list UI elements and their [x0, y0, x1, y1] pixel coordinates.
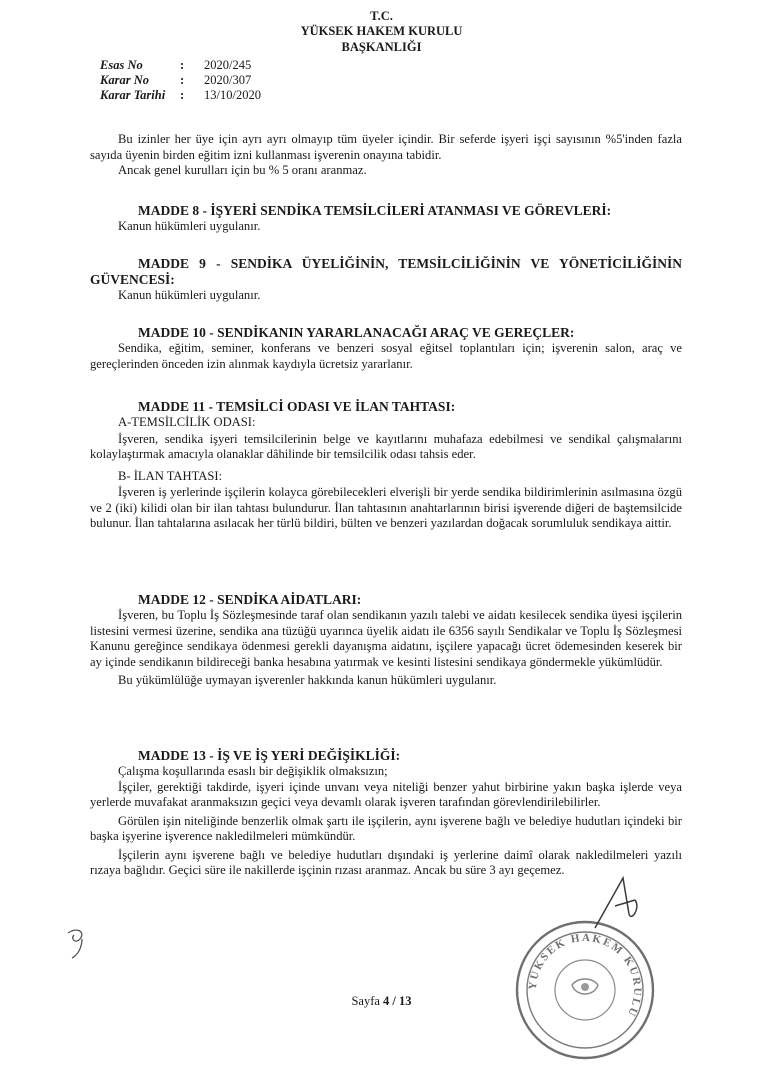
article-10-text: Sendika, eğitim, seminer, konferans ve benzeri sosyal eğitsel toplantıları için; işverenin salon, araç ve gereçlerinden önceden izin alınmak kaydıyla ücretsiz yararlanır.	[90, 341, 682, 371]
header-department: BAŞKANLIĞI	[341, 40, 422, 54]
article-12-text-1: İşveren, bu Toplu İş Sözleşmesinde taraf olan sendikanın yazılı talebi ve aidatı kesilecek sendika üyesi işçilerin listesini vermesi üzerine, sendika ana tüzüğü uyarınca üyelik aidatı ile 6356 sayılı Sendikalar ve Toplu İş Sözleşmesi Kanunu gereğince sendikaya ödenmesi gerekli dayanışma aidatını, işçilere yapacağı ücret ödemesinden keserek bir ay içinde sendikanın bildireceği banka hesabına yatırmak ve kesinti listesini sendikaya göndermekle yükümlüdür.	[90, 608, 682, 669]
tarih-row	[100, 88, 261, 103]
seal-text: YÜKSEK HAKEM KURULU	[526, 931, 644, 1020]
esas-value: 2020/245	[204, 58, 252, 72]
article-9-title: MADDE 9 - SENDİKA ÜYELİĞİNİN, TEMSİLCİLİĞİNİN VE YÖNETİCİLİĞİNİN GÜVENCESİ:	[90, 256, 682, 287]
article-13-text-1: Çalışma koşullarında esaslı bir değişiklik olmaksızın;	[118, 764, 388, 778]
separator: :	[180, 58, 185, 72]
article-8-text: Kanun hükümleri uygulanır.	[118, 219, 261, 233]
article-10-title: MADDE 10 - SENDİKANIN YARARLANACAĞI ARAÇ VE GEREÇLER:	[138, 325, 575, 340]
header-tc: T.C.	[370, 9, 393, 23]
article-11-a-text: İşveren, sendika işyeri temsilcilerinin belge ve kayıtlarını muhafaza edebilmesi ve sendikal çalışmalarını kolaylaştırmak amacıyla olanaklar dâhilinde bir temsilcilik odası tahsis eder.	[90, 431, 682, 461]
karar-value: 2020/307	[204, 73, 252, 87]
page-label: Sayfa	[351, 994, 380, 1008]
separator: :	[180, 88, 185, 102]
article-9-text: Kanun hükümleri uygulanır.	[118, 288, 261, 302]
tarih-label: Karar Tarihi	[100, 88, 166, 102]
body-block-1	[90, 132, 682, 179]
separator: :	[180, 73, 185, 87]
article-11	[90, 399, 682, 532]
article-10	[90, 325, 682, 372]
article-9	[90, 256, 682, 304]
karar-row	[100, 73, 261, 88]
header-institution: YÜKSEK HAKEM KURULU	[300, 24, 463, 38]
case-metadata	[100, 58, 261, 103]
article-8	[90, 203, 682, 235]
article-13-text-3: Görülen işin niteliğinde benzerlik olmak şartı ile işçilerin, aynı işverene bağlı ve belediye hudutları içindeki bir başka işyerine işverence nakledilmeleri mümkündür.	[90, 813, 682, 843]
page-footer	[0, 994, 763, 1009]
paragraph-education-leave: Bu izinler her üye için ayrı ayrı olmayıp tüm üyeler içindir. Bir seferde işyeri işçi sayısının %5'inden fazla sayıda üyenin birden eğitim izni kullanması işverenin onayına tabidir.	[90, 132, 682, 162]
initials-mark	[62, 925, 92, 961]
esas-row	[100, 58, 261, 73]
signature	[585, 870, 655, 940]
article-13-title: MADDE 13 - İŞ VE İŞ YERİ DEĞİŞİKLİĞİ:	[138, 748, 401, 763]
page-number: 4 / 13	[383, 994, 412, 1008]
article-12	[90, 592, 682, 689]
article-11-b-text: İşveren iş yerlerinde işçilerin kolayca görebilecekleri elverişli bir yerde sendika bildirimlerinin asılmasına özgü ve 2 (iki) kilidi olan bir ilan tahtası bulundurur. İlan tahtasının anahtarlarının birisi işverende diğeri de baştemsilcide bulunur. İlan tahtalarına asılacak her türlü bildiri, bülten ve benzeri yazılardan doğacak sorumluluk sendikaya aittir.	[90, 485, 682, 530]
article-11-a-label: A-TEMSİLCİLİK ODASI:	[118, 415, 256, 429]
article-13	[90, 748, 682, 879]
tarih-value: 13/10/2020	[204, 88, 261, 102]
article-12-title: MADDE 12 - SENDİKA AİDATLARI:	[138, 592, 362, 607]
article-13-text-4: İşçilerin aynı işverene bağlı ve belediye hudutları dışındaki iş yerlerine daimî olarak nakledilmeleri yazılı rızaya bağlıdır. Geçici süre ile nakillerde işçinin rızası aranmaz. Ancak bu süre 3 ayı geçemez.	[90, 847, 682, 877]
article-11-b-label: B- İLAN TAHTASI:	[118, 468, 223, 483]
paragraph-general-assembly: Ancak genel kurulları için bu % 5 oranı aranmaz.	[118, 163, 367, 177]
esas-label: Esas No	[100, 58, 143, 72]
karar-label: Karar No	[100, 73, 149, 87]
article-11-title: MADDE 11 - TEMSİLCİ ODASI VE İLAN TAHTASI:	[138, 399, 456, 414]
article-12-text-2: Bu yükümlülüğe uymayan işverenler hakkında kanun hükümleri uygulanır.	[118, 673, 497, 687]
article-8-title: MADDE 8 - İŞYERİ SENDİKA TEMSİLCİLERİ ATANMASI VE GÖREVLERİ:	[138, 203, 612, 218]
article-13-text-2: İşçiler, gerektiği takdirde, işyeri içinde unvanı veya niteliği benzer yahut birbirine yakın başka işlerde veya yerlerde muvafakat aranmaksızın geçici veya devamlı olarak işveren tarafından görevlendirilebilirler.	[90, 779, 682, 809]
